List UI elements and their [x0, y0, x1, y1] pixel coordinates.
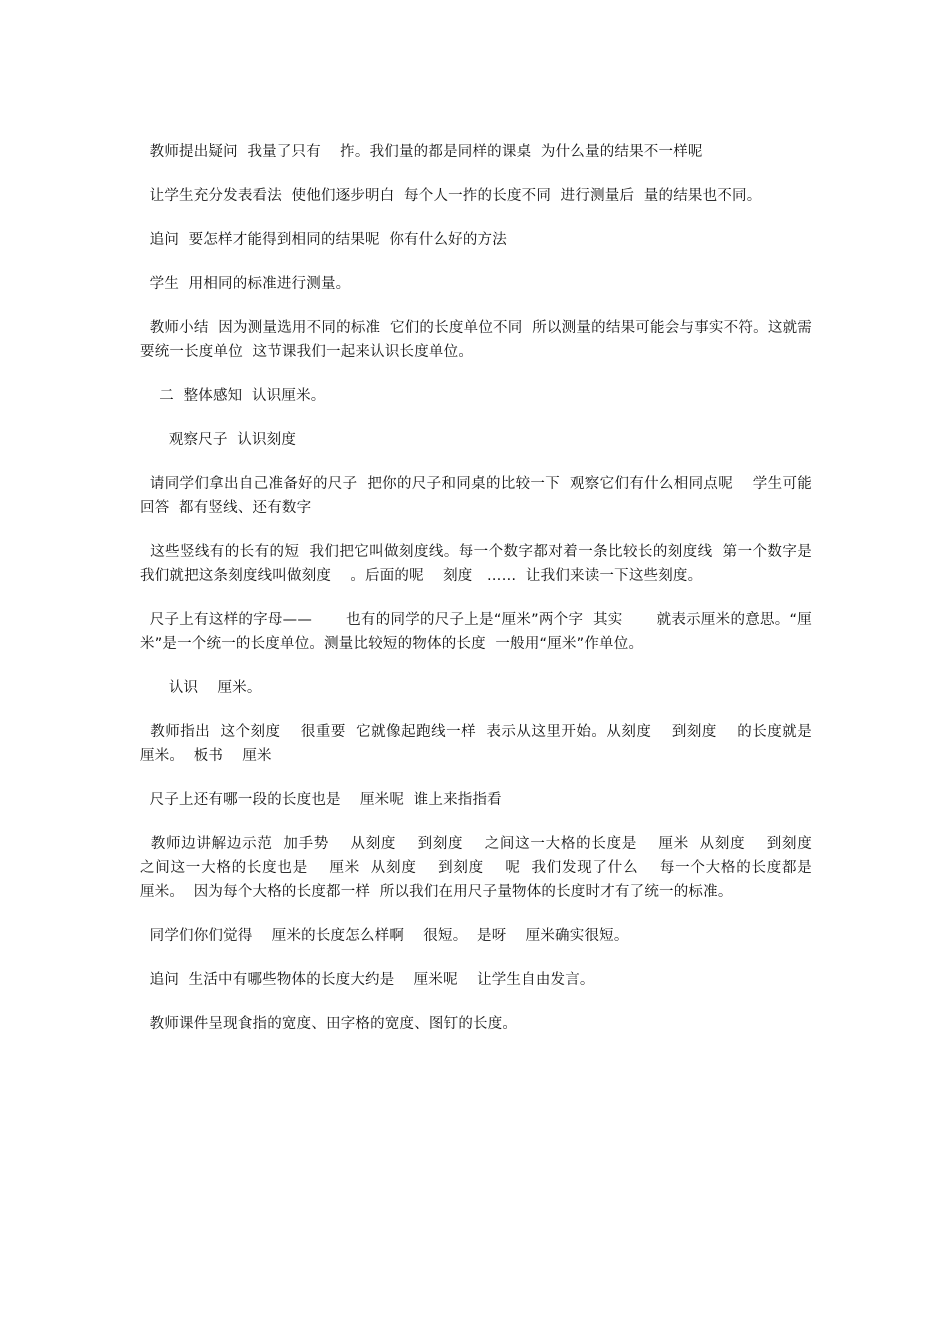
subheading-observe-ruler: 观察尺子 认识刻度 — [140, 432, 297, 448]
paragraph-student-answer: 学生 用相同的标准进行测量。 — [140, 276, 351, 292]
paragraph-courseware: 教师课件呈现食指的宽度、田字格的宽度、图钉的长度。 — [140, 1016, 518, 1032]
paragraph-teacher-points-out: 教师指出 这个刻度 很重要 它就像起跑线一样 表示从这里开始。从刻度 到刻度 的长度就是 厘米。 板书 厘米 — [140, 724, 832, 764]
paragraph-follow-up-question: 追问 要怎样才能得到相同的结果呢 你有什么好的方法 — [140, 232, 507, 248]
document-body — [140, 140, 841, 1056]
paragraph-student-discussion: 让学生充分发表看法 使他们逐步明白 每个人一拃的长度不同 进行测量后 量的结果也不同。 — [140, 188, 762, 204]
paragraph-compare-rulers: 请同学们拿出自己准备好的尺子 把你的尺子和同桌的比较一下 观察它们有什么相同点呢 学生可能回答 都有竖线、还有数字 — [140, 476, 812, 516]
paragraph-find-segment: 尺子上还有哪一段的长度也是 厘米呢 谁上来指指看 — [140, 792, 502, 808]
paragraph-life-examples: 追问 生活中有哪些物体的长度大约是 厘米呢 让学生自由发言。 — [140, 972, 595, 988]
paragraph-teacher-question: 教师提出疑问 我量了只有 拃。我们量的都是同样的课桌 为什么量的结果不一样呢 — [140, 144, 703, 160]
paragraph-tick-marks: 这些竖线有的长有的短 我们把它叫做刻度线。每一个数字都对着一条比较长的刻度线 第一个数字是 我们就把这条刻度线叫做刻度 。后面的呢 刻度 …… 让我们来读一下这些刻度。 — [140, 544, 841, 584]
subheading-know-centimeter: 认识 厘米。 — [140, 680, 262, 696]
paragraph-teacher-demonstration: 教师边讲解边示范 加手势 从刻度 到刻度 之间这一大格的长度是 厘米 从刻度 到刻度 之间这一大格的长度也是 厘米 从刻度 到刻度 呢 我们发现了什么 每一个大格的长度都是 厘米。 因为每个大格的长度都一样 所以我们在用尺子量物体的长度时才有了统一的标准。 — [140, 836, 832, 900]
paragraph-how-long: 同学们你们觉得 厘米的长度怎么样啊 很短。 是呀 厘米确实很短。 — [140, 928, 629, 944]
paragraph-teacher-summary: 教师小结 因为测量选用不同的标准 它们的长度单位不同 所以测量的结果可能会与事实不符。这就需要统一长度单位 这节课我们一起来认识长度单位。 — [140, 320, 813, 360]
section-heading-centimeter: 二 整体感知 认识厘米。 — [140, 388, 326, 404]
paragraph-cm-letters: 尺子上有这样的字母—— 也有的同学的尺子上是“厘米”两个字 其实 就表示厘米的意思。“厘米”是一个统一的长度单位。测量比较短的物体的长度 一般用“厘米”作单位。 — [140, 612, 812, 652]
